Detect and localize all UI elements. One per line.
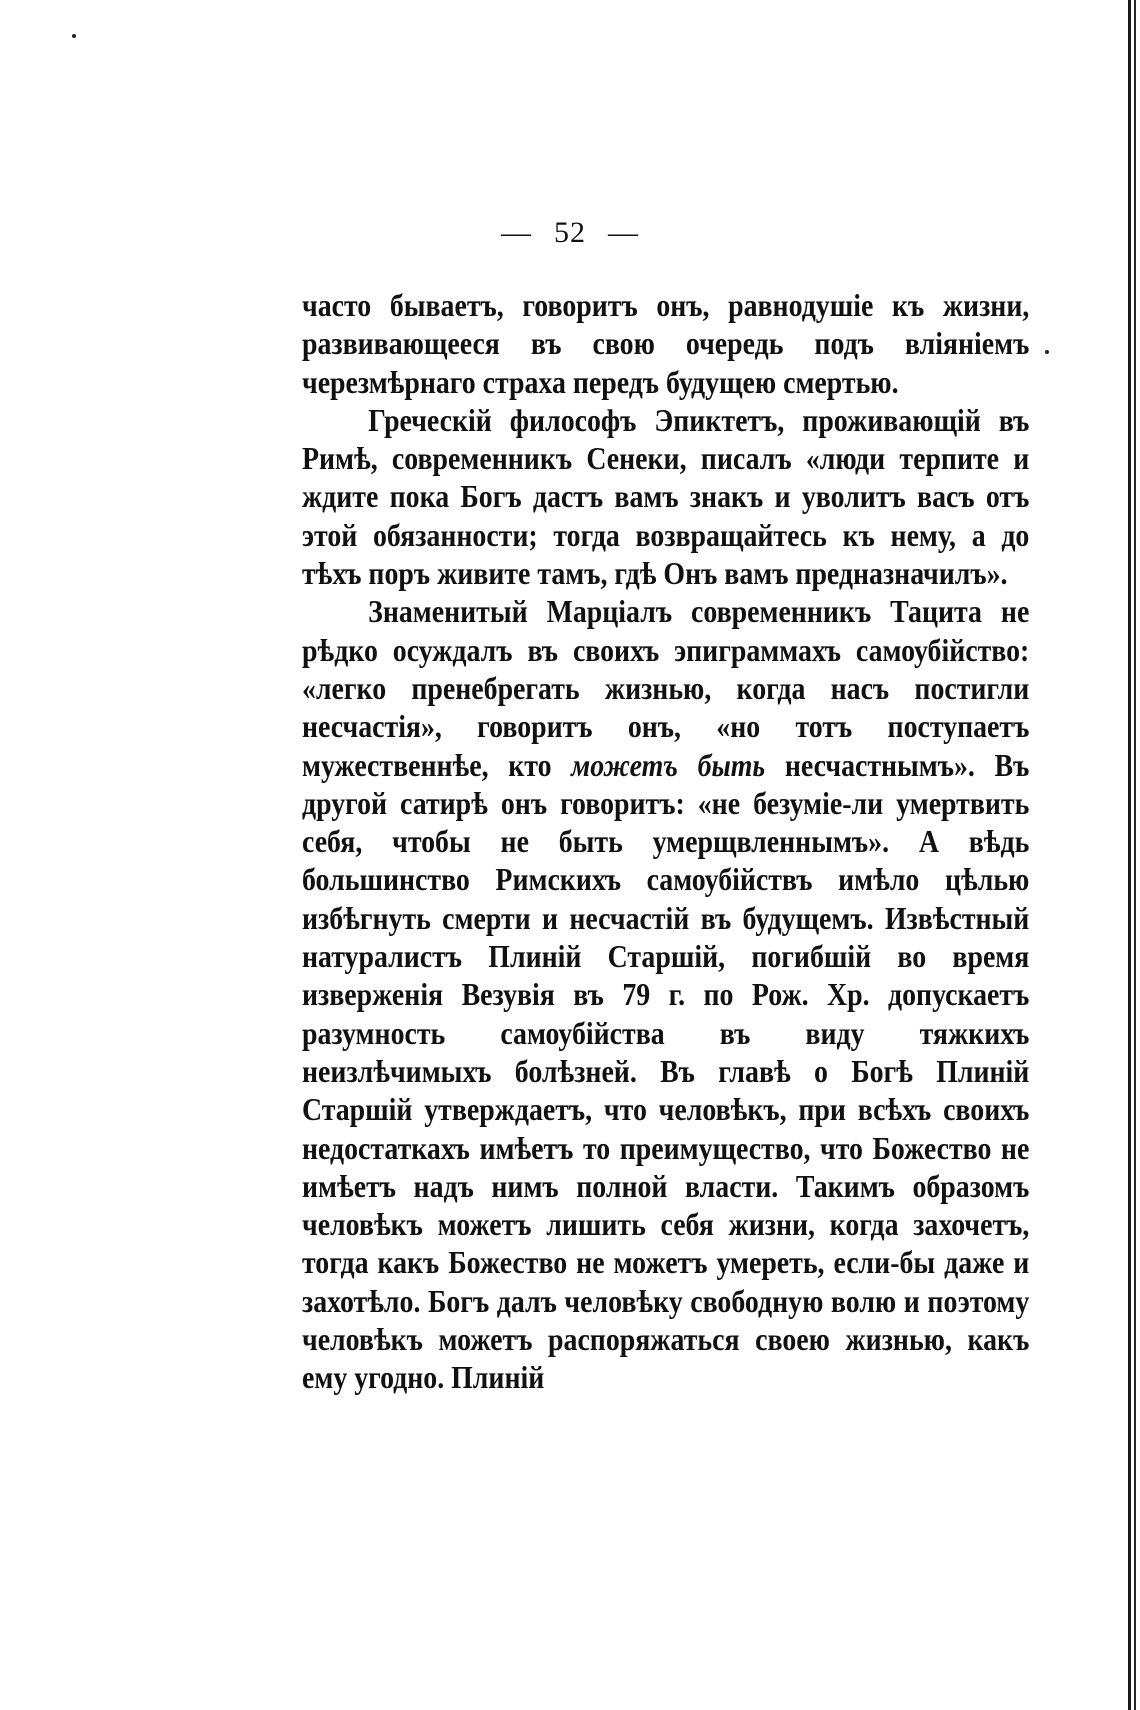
scan-edge-line: [1128, 0, 1131, 1710]
scan-speck: [1045, 350, 1049, 354]
page-number: [0, 216, 1140, 250]
page-number-dash-right: —: [608, 216, 639, 249]
scan-speck: [72, 34, 76, 38]
paragraph-text: Греческій философъ Эпиктетъ, проживающій въ Римѣ, современникъ Сенеки, писалъ «люди терпите и ждите пока Богъ дастъ вамъ знакъ и уволитъ васъ отъ этой обязанности; тогда возвращайтесь къ нему, а до тѣхъ поръ живите тамъ, гдѣ Онъ вамъ предназначилъ».: [302, 401, 1030, 592]
page-number-value: 52: [554, 216, 586, 249]
paragraph: [302, 592, 1029, 1396]
scan-edge-line-inner: [1134, 0, 1136, 1710]
paragraph: [302, 286, 1029, 401]
paragraph-text: несчастнымъ». Въ другой сатирѣ онъ говоритъ: «не безуміе-ли умертвить себя, чтобы не быть умерщвленнымъ». А вѣдь большинство Римскихъ самоубійствъ имѣло цѣлью избѣгнуть смерти и несчастій въ будущемъ. Извѣстный натуралистъ Плиній Старшій, погибшій во время изверженія Везувія въ 79 г. по Рож. Хр. допускаетъ разумность самоубійства въ виду тяжкихъ неизлѣчимыхъ болѣзней. Въ главѣ о Богѣ Плиній Старшій утверждаетъ, что человѣкъ, при всѣхъ своихъ недостаткахъ имѣетъ то преимущество, что Божество не имѣетъ надъ нимъ полной власти. Такимъ образомъ человѣкъ можетъ лишить себя жизни, когда захочетъ, тогда какъ Божество не можетъ умереть, если-бы даже и захотѣло. Богъ далъ человѣку свободную волю и поэтому человѣкъ можетъ распоряжаться своею жизнью, какъ ему угодно. Плиній: [302, 746, 1030, 1396]
paragraph-text: Знаменитый Марціалъ современникъ Тацита не рѣдко осуждалъ въ своихъ эпиграммахъ самоубійство: «легко пренебрегать жизнью, когда насъ постигли несчастія», говоритъ онъ, «но тотъ поступаетъ мужественнѣе, кто: [302, 593, 1030, 783]
body-text: [302, 286, 1029, 1397]
page-number-dash-left: —: [501, 216, 532, 249]
paragraph: [302, 401, 1029, 592]
italic-phrase: можетъ быть: [571, 746, 766, 783]
paragraph-text: часто бываетъ, говоритъ онъ, равнодушіе къ жизни, развивающееся въ свою очередь подъ вліяніемъ черезмѣрнаго страха передъ будущею смертью.: [302, 287, 1030, 400]
